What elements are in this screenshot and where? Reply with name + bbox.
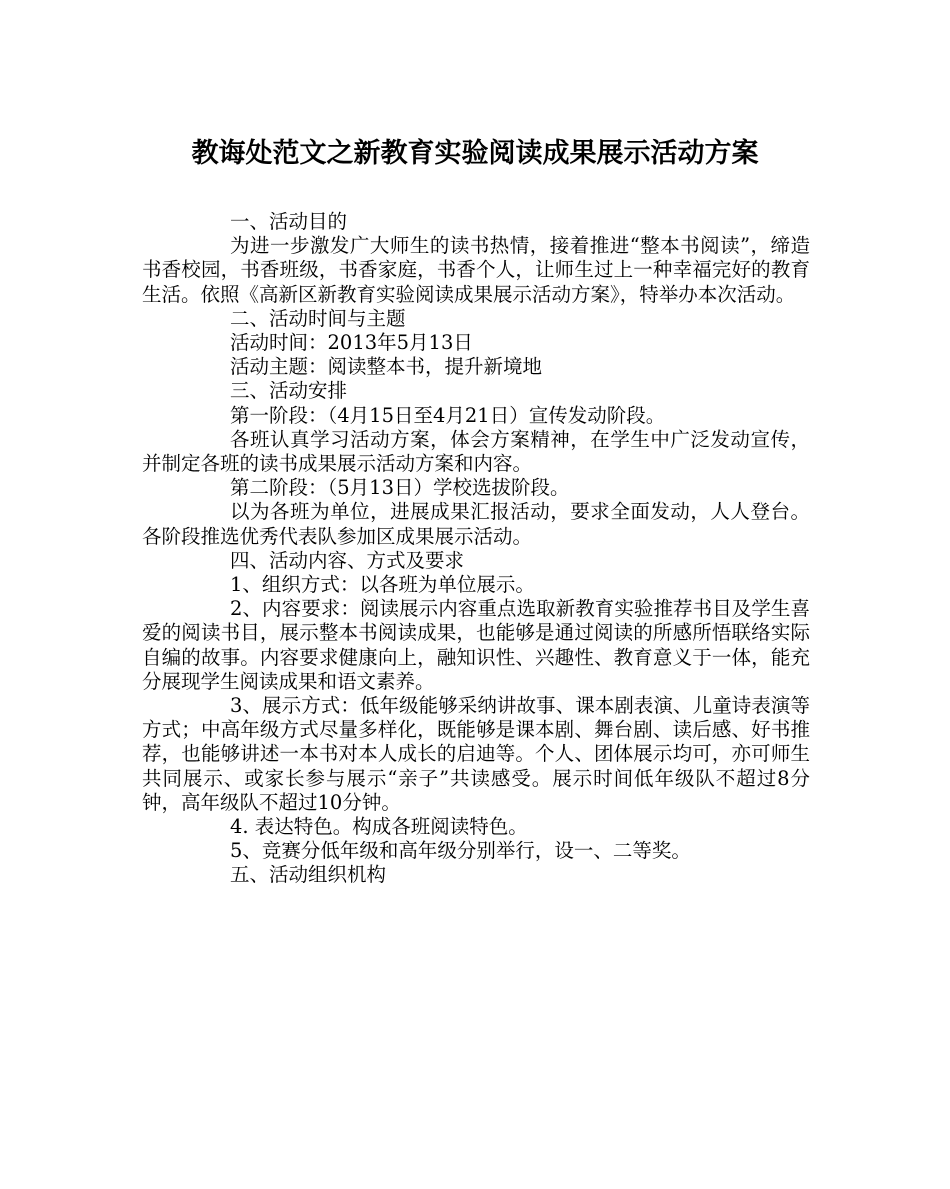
- section-heading-arrangement: 三、活动安排: [230, 379, 348, 403]
- paragraph-activity-time: 活动时间：2013年5月13日: [230, 331, 473, 355]
- paragraph-competition: 5、竞赛分低年级和高年级分别举行，设一、二等奖。: [230, 839, 691, 863]
- document-body: [142, 210, 810, 888]
- section-heading-content: 四、活动内容、方式及要求: [230, 548, 465, 572]
- paragraph-organization: 1、组织方式：以各班为单位展示。: [230, 573, 535, 597]
- section-heading-time-theme: 二、活动时间与主题: [230, 306, 406, 330]
- paragraph-stage-two-detail: 以为各班为单位，进展成果汇报活动，要求全面发动，人人登台。各阶段推选优秀代表队参加区成果展示活动。: [142, 500, 810, 548]
- paragraph-features: 4. 表达特色。构成各班阅读特色。: [230, 815, 528, 839]
- paragraph-content-requirements: 2、内容要求：阅读展示内容重点选取新教育实验推荐书目及学生喜爱的阅读书目，展示整本书阅读成果，也能够是通过阅读的所感所悟联络实际自编的故事。内容要求健康向上，融知识性、兴趣性、教育意义于一体，能充分展现学生阅读成果和语文素养。: [142, 597, 810, 693]
- paragraph-stage-two: 第二阶段：（5月13日）学校选拔阶段。: [230, 476, 570, 500]
- document-title: 教诲处范文之新教育实验阅读成果展示活动方案: [191, 138, 759, 169]
- paragraph-display-method: 3、展示方式：低年级能够采纳讲故事、课本剧表演、儿童诗表演等方式；中高年级方式尽量多样化，既能够是课本剧、舞台剧、读后感、好书推荐，也能够讲述一本书对本人成长的启迪等。个人、团体展示均可，亦可师生共同展示、或家长参与展示“亲子”共读感受。展示时间低年级队不超过8分钟，高年级队不超过10分钟。: [142, 694, 810, 814]
- paragraph-purpose: 为进一步激发广大师生的读书热情，接着推进“整本书阅读”，缔造书香校园，书香班级，书香家庭，书香个人，让师生过上一种幸福完好的教育生活。依照《高新区新教育实验阅读成果展示活动方案》，特举办本次活动。: [142, 234, 810, 306]
- section-heading-organization: 五、活动组织机构: [230, 863, 387, 887]
- section-heading-purpose: 一、活动目的: [230, 210, 348, 233]
- paragraph-stage-one: 第一阶段：（4月15日至4月21日）宣传发动阶段。: [230, 403, 666, 427]
- paragraph-stage-one-detail: 各班认真学习活动方案，体会方案精神，在学生中广泛发动宣传，并制定各班的读书成果展示活动方案和内容。: [142, 427, 810, 476]
- paragraph-activity-theme: 活动主题：阅读整本书，提升新境地: [230, 355, 543, 379]
